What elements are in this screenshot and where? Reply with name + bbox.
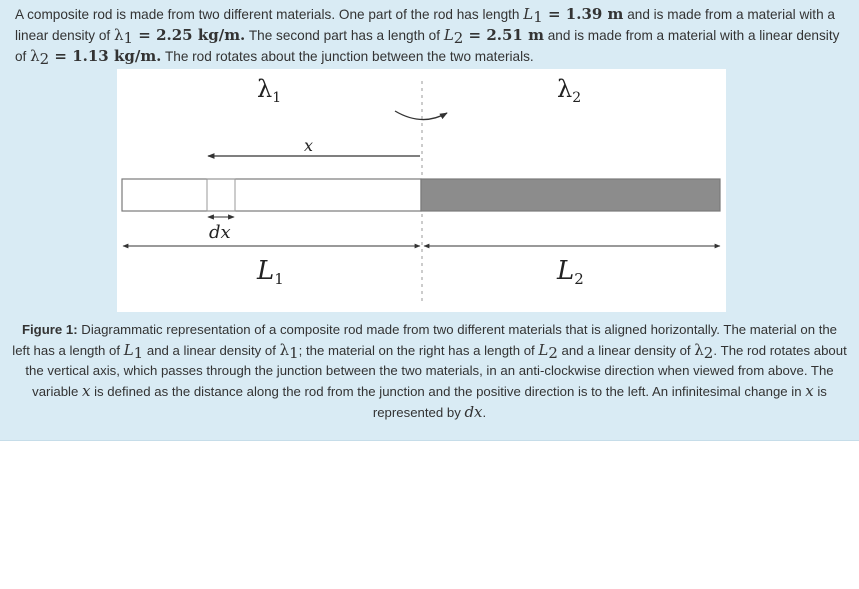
L1-value: = 1.39 m xyxy=(542,5,624,23)
L1-subscript: 1 xyxy=(533,8,543,26)
problem-text-1: A composite rod is made from two different materials. One part of the rod has length xyxy=(15,7,524,22)
caption-x-symbol: x xyxy=(81,382,91,400)
L2-subscript: 2 xyxy=(453,29,464,47)
caption-text-1: Diagrammatic representation of a composite rod made from two different materials that is aligned horizontally. The material on the left has a length of xyxy=(12,322,838,358)
caption-text-2: and a linear density of xyxy=(143,343,280,358)
problem-text-5: The rod rotates about the junction between the two materials. xyxy=(161,49,534,64)
rod-right-material xyxy=(421,179,720,211)
rod-diagram-svg xyxy=(117,69,726,312)
rod-diagram xyxy=(117,69,726,312)
caption-L2-subscript: 2 xyxy=(548,344,558,362)
problem-statement xyxy=(15,4,845,67)
problem-text-2: and is made from a material with a linear density of xyxy=(15,7,835,43)
lambda2-symbol: λ xyxy=(30,47,40,65)
figure-caption xyxy=(12,320,847,423)
L1-label: L1 xyxy=(257,256,284,288)
lambda1-value: = 2.25 kg/m. xyxy=(133,26,246,44)
caption-lambda1-symbol: λ xyxy=(279,341,290,359)
L2-value: = 2.51 m xyxy=(463,26,544,44)
lambda1-subscript: 1 xyxy=(123,29,134,47)
L2-label: L2 xyxy=(557,256,584,288)
lambda1-symbol: λ xyxy=(114,26,124,44)
problem-text-3: The second part has a length of xyxy=(245,28,444,43)
x-label: x xyxy=(304,136,314,155)
lambda2-value: = 1.13 kg/m. xyxy=(49,47,162,65)
caption-text-5: . The rod rotates about the vertical axis, which passes through the junction between the two materials, in an anti-clockwise direction when viewed from above. The variable xyxy=(25,343,847,399)
caption-lambda2-subscript: 2 xyxy=(703,344,714,362)
lambda2-label: $\lambda_2$ xyxy=(557,75,582,106)
lambda2-subscript: 2 xyxy=(39,50,50,68)
caption-lambda1-subscript: 1 xyxy=(289,344,299,362)
caption-L1-symbol: L xyxy=(123,341,134,359)
L1-symbol: L xyxy=(523,5,534,23)
caption-text-3: ; the material on the right has a length of xyxy=(298,343,539,358)
caption-text-4: and a linear density of xyxy=(557,343,695,358)
rod-left-material xyxy=(122,179,421,211)
caption-text-6: is defined as the distance along the rod from the junction and the positive direction is to the left. An infinitesimal change in xyxy=(90,384,806,399)
rotation-direction-arrow xyxy=(395,111,447,120)
L2-symbol: L xyxy=(443,26,454,44)
caption-dx-symbol: dx xyxy=(464,403,483,421)
lambda1-label: $\lambda_1$ xyxy=(257,75,282,106)
caption-text-8: . xyxy=(482,405,487,420)
caption-lambda2-symbol: λ xyxy=(694,341,704,359)
problem-text-4: and is made from a material with a linear density of xyxy=(15,28,840,64)
figure-label: Figure 1: xyxy=(21,322,78,337)
caption-x-symbol-2: x xyxy=(805,382,814,400)
caption-L2-symbol: L xyxy=(538,341,549,359)
caption-text-7: is represented by xyxy=(372,384,827,420)
dx-label: dx xyxy=(209,222,231,243)
caption-L1-subscript: 1 xyxy=(133,344,144,362)
